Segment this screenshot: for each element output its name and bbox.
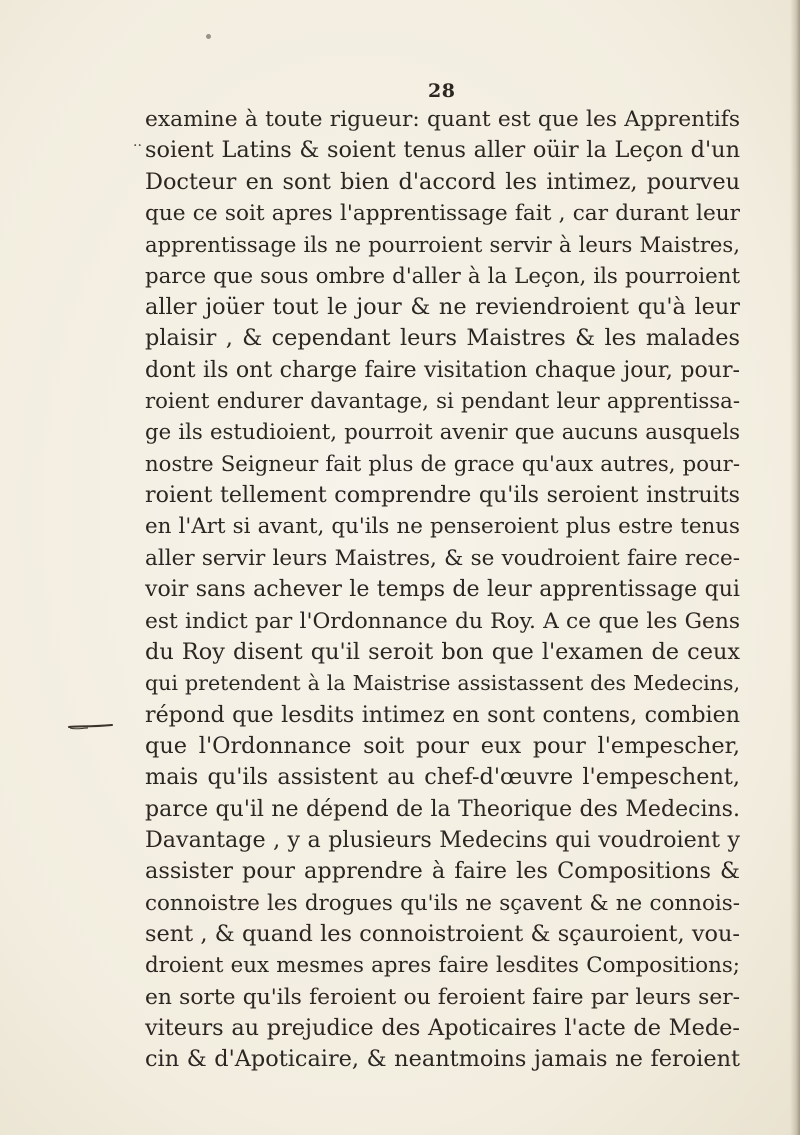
text-line: cin & d'Apoticaire, & neantmoins jamais ne feroient [145, 1046, 740, 1073]
text-line: répond que lesdits intimez en sont contens, combien [145, 701, 740, 728]
text-line: parce qu'il ne dépend de la Theorique des Medecins. [145, 796, 740, 822]
text-line: connoistre les drogues qu'ils ne sçavent & ne connois- [145, 890, 740, 916]
margin-dots: .. [133, 134, 142, 150]
text-line: apprentissage ils ne pourroient servir à leurs Maistres, [145, 232, 740, 258]
margin-pen-mark-icon [68, 717, 114, 736]
text-line: mais qu'ils assistent au chef-d'œuvre l'empeschent, [145, 764, 740, 791]
text-line: qui pretendent à la Maistrise assistassent des Medecins, [145, 671, 740, 696]
text-line: en sorte qu'ils feroient ou feroient faire par leurs ser- [145, 984, 740, 1010]
text-line: examine à toute rigueur: quant est que les Apprentifs [145, 107, 740, 132]
text-line: assister pour apprendre à faire les Compositions & [145, 858, 740, 885]
text-line: est indict par l'Ordonnance du Roy. A ce que les Gens [145, 608, 740, 634]
body-text [145, 104, 740, 1076]
page-edge-shadow [790, 0, 800, 1135]
text-line: plaisir , & cependant leurs Maistres & les malades [145, 325, 740, 352]
text-line: en l'Art si avant, qu'ils ne penseroient plus estre tenus [145, 514, 740, 540]
text-line: sent , & quand les connoistroient & sçauroient, vou- [145, 920, 740, 947]
text-line: voir sans achever le temps de leur apprentissage qui [145, 577, 740, 603]
text-line: soient Latins & soient tenus aller oüir la Leçon d'un [145, 137, 740, 164]
text-line: ge ils estudioient, pourroit avenir que aucuns ausquels [145, 420, 740, 446]
text-line: Docteur en sont bien d'accord les intimez, pourveu [145, 168, 740, 195]
text-line: droient eux mesmes apres faire lesdites Compositions; [145, 953, 740, 979]
text-line: du Roy disent qu'il seroit bon que l'examen de ceux [145, 638, 740, 665]
ink-speck [206, 34, 211, 39]
text-line: que l'Ordonnance soit pour eux pour l'empescher, [145, 732, 740, 759]
text-line: nostre Seigneur fait plus de grace qu'aux autres, pour- [145, 451, 740, 477]
text-line: roient endurer davantage, si pendant leur apprentissa- [145, 389, 740, 415]
text-line: dont ils ont charge faire visitation chaque jour, pour- [145, 356, 740, 383]
text-line: que ce soit apres l'apprentissage fait , car durant leur [145, 201, 740, 227]
text-line: viteurs au prejudice des Apoticaires l'acte de Mede- [145, 1014, 740, 1041]
text-line: parce que sous ombre d'aller à la Leçon, ils pourroient [145, 263, 740, 289]
text-line: aller servir leurs Maistres, & se voudroient faire rece- [145, 545, 740, 571]
text-line: Davantage , y a plusieurs Medecins qui voudroient y [145, 826, 740, 853]
text-line: roient tellement comprendre qu'ils seroient instruits [145, 482, 740, 509]
text-line: aller joüer tout le jour & ne reviendroient qu'à leur [145, 294, 740, 321]
page-number: 28 [428, 80, 456, 102]
